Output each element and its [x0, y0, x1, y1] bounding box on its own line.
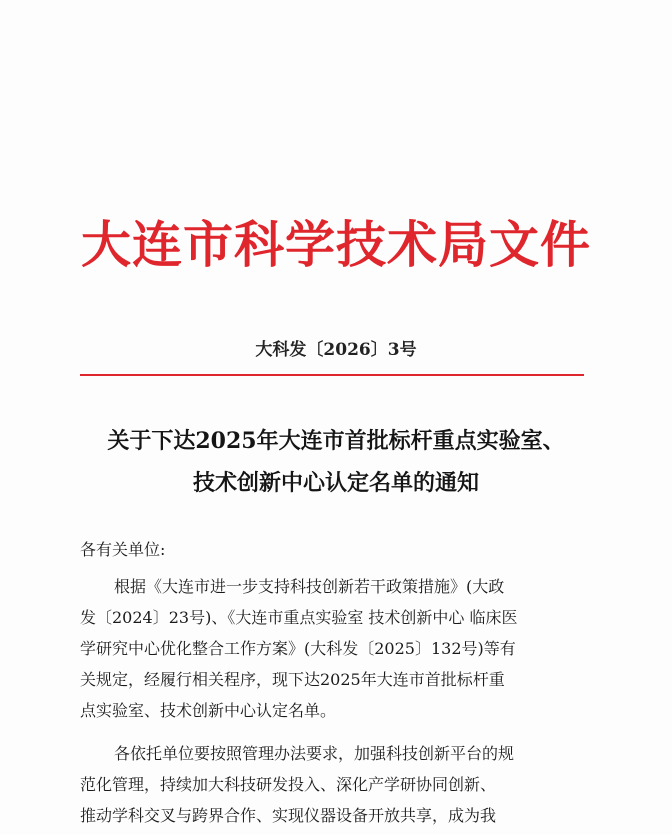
paragraph-2-line-1: 各依托单位要按照管理办法要求，加强科技创新平台的规	[114, 744, 515, 763]
document-number: 大科发〔2026〕3号	[255, 340, 417, 360]
paragraph-2-line-2: 范化管理，持续加大科技研发投入、深化产学研协同创新、	[80, 775, 497, 794]
paragraph-1-line-1: 根据《大连市进一步支持科技创新若干政策措施》(大政	[114, 577, 505, 596]
paragraph-1-line-3: 学研究中心优化整合工作方案》(大科发〔2025〕132号)等有	[80, 639, 516, 658]
paragraph-1-line-4: 关规定，经履行相关程序，现下达2025年大连市首批标杆重	[80, 670, 505, 689]
paragraph-2-line-3: 推动学科交叉与跨界合作、实现仪器设备开放共享，成为我	[80, 806, 497, 825]
salutation: 各有关单位:	[80, 540, 166, 559]
paragraph-1-line-5: 点实验室、技术创新中心认定名单。	[80, 701, 337, 720]
masthead-title: 大连市科学技术局文件	[81, 215, 591, 274]
document-title-line-1: 关于下达2025年大连市首批标杆重点实验室、	[107, 428, 565, 454]
paragraph-spacer	[80, 726, 600, 738]
paragraph-1-line-2: 发〔2024〕23号)、《大连市重点实验室 技术创新中心 临床医	[80, 608, 518, 627]
document-title	[60, 420, 612, 504]
red-divider-line	[80, 374, 584, 376]
document-title-line-2: 技术创新中心认定名单的通知	[192, 470, 479, 496]
document-body	[80, 571, 600, 831]
